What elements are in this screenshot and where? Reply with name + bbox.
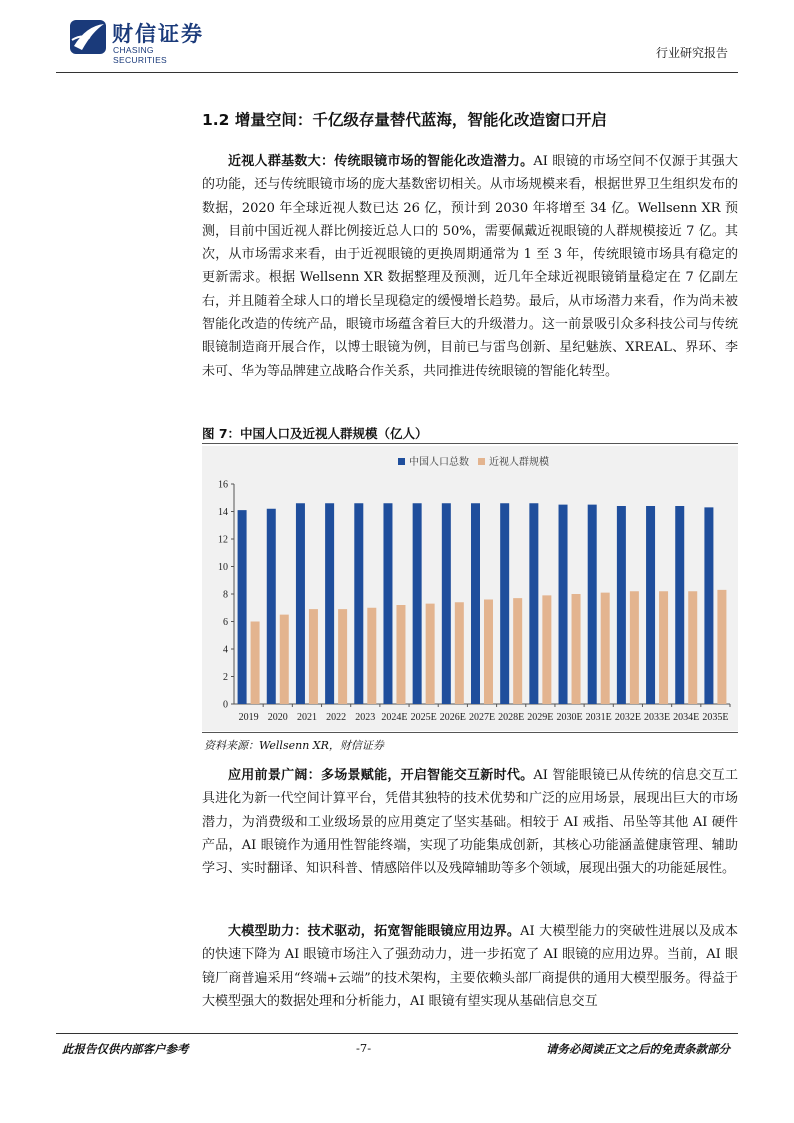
paragraph-lead: 大模型助力：技术驱动，拓宽智能眼镜应用边界。	[228, 924, 521, 939]
paragraph-body: AI 眼镜的市场空间不仅源于其强大的功能，还与传统眼镜市场的庞大基数密切相关。从市场规模来看，根据世界卫生组织发布的数据，2020 年全球近视人数已达 26 亿，预计到 2030 年将增至 34 亿。Wellsenn XR 预测，目前中国近视人群比例接近总人口的 50%，需要佩戴近视眼镜的人群规模接近 7 亿。其次，从市场需求来看，由于近视眼镜的更换周期通常为 1 至 3 年，传统眼镜市场具有稳定的更新需求。根据 Wellsenn XR 数据整理及预测，近几年全球近视眼镜销量稳定在 7 亿副左右，并且随着全球人口的增长呈现稳定的缓慢增长趋势。最后，从市场潜力来看，作为尚未被智能化改造的传统产品，眼镜市场蕴含着巨大的升级潜力。这一前景吸引众多科技公司与传统眼镜制造商开展合作，以博士眼镜为例，目前已与雷鸟创新、星纪魅族、XREAL、界环、李未可、华为等品牌建立战略合作关系，共同推进传统眼镜的智能化转型。	[202, 154, 738, 379]
figure-source: 资料来源：Wellsenn XR，财信证券	[204, 739, 384, 752]
bar-population	[267, 509, 276, 704]
header-divider	[56, 72, 738, 73]
logo-mark-icon	[68, 18, 108, 56]
bar-myopia	[426, 604, 435, 704]
document-type: 行业研究报告	[655, 46, 728, 60]
bar-myopia	[601, 593, 610, 704]
paragraph-application-prospect	[202, 764, 738, 880]
bar-population	[559, 505, 568, 704]
legend-swatch	[398, 458, 405, 465]
footer-divider	[56, 1033, 738, 1034]
bar-myopia	[251, 622, 260, 705]
bar-myopia	[309, 609, 318, 704]
bar-population	[500, 503, 509, 704]
bar-population	[325, 503, 334, 704]
bar-population	[471, 503, 480, 704]
bar-population	[646, 506, 655, 704]
bar-myopia	[455, 602, 464, 704]
bar-myopia	[484, 600, 493, 705]
paragraph-body: AI 大模型能力的突破性进展以及成本的快速下降为 AI 眼镜市场注入了强劲动力，进一步拓宽了 AI 眼镜的应用边界。当前，AI 眼镜厂商普遍采用“终端+云端”的技术架构，主要依赖头部厂商提供的通用大模型服务。得益于大模型强大的数据处理和分析能力，AI 眼镜有望实现从基础信息交互	[202, 924, 738, 1009]
x-tick-label: 2020	[267, 712, 288, 723]
bar-population	[354, 503, 363, 704]
bar-population	[617, 506, 626, 704]
legend-label: 近视人群规模	[489, 457, 549, 468]
bar-myopia	[280, 615, 289, 704]
bar-population	[675, 506, 684, 704]
bar-population	[383, 503, 392, 704]
company-logo	[68, 18, 208, 65]
x-tick-label: 2026E	[439, 712, 466, 723]
x-tick-label: 2029E	[527, 712, 554, 723]
bar-myopia	[659, 591, 668, 704]
x-tick-label: 2019	[238, 712, 259, 723]
page-number: -7-	[356, 1041, 372, 1055]
bar-myopia	[630, 591, 639, 704]
x-tick-label: 2023	[355, 712, 376, 723]
legend-label: 中国人口总数	[409, 457, 469, 468]
x-tick-label: 2027E	[468, 712, 496, 723]
footer-disclaimer: 此报告仅供内部客户参考	[62, 1042, 189, 1056]
legend-swatch	[478, 458, 485, 465]
bar-myopia	[542, 595, 551, 704]
y-tick-label: 4	[223, 644, 228, 656]
bar-population	[296, 503, 305, 704]
x-tick-label: 2030E	[556, 712, 583, 723]
x-tick-label: 2033E	[644, 712, 671, 723]
y-tick-label: 14	[218, 507, 228, 518]
logo-english-name: CHASING SECURITIES	[113, 45, 168, 65]
x-tick-label: 2031E	[585, 712, 612, 723]
paragraph-large-model	[202, 920, 738, 1013]
bar-myopia	[367, 608, 376, 704]
y-tick-label: 10	[218, 562, 228, 573]
figure-title: 图 7：中国人口及近视人群规模（亿人）	[202, 426, 428, 441]
bar-myopia	[688, 591, 697, 704]
footer-notice: 请务必阅读正文之后的免责条款部分	[546, 1042, 730, 1056]
bar-population	[238, 510, 247, 704]
y-tick-label: 12	[218, 534, 228, 546]
logo-chinese-name: 财信证券	[112, 22, 204, 46]
section-title: 1.2 增量空间：千亿级存量替代蓝海，智能化改造窗口开启	[202, 111, 607, 129]
x-tick-label: 2022	[326, 712, 347, 723]
y-tick-label: 6	[223, 617, 228, 628]
x-tick-label: 2025E	[410, 712, 437, 723]
bar-myopia	[717, 590, 726, 704]
x-tick-label: 2032E	[614, 712, 641, 723]
x-tick-label: 2035E	[702, 712, 729, 723]
bar-population	[529, 503, 538, 704]
bar-population	[588, 505, 597, 704]
bar-myopia	[396, 605, 405, 704]
x-tick-label: 2028E	[498, 712, 525, 723]
y-tick-label: 16	[218, 479, 228, 491]
x-tick-label: 2021	[296, 712, 317, 723]
x-tick-label: 2024E	[381, 712, 408, 723]
figure-top-rule	[202, 443, 738, 444]
figure-bottom-rule	[202, 732, 738, 733]
paragraph-lead: 应用前景广阔：多场景赋能，开启智能交互新时代。	[228, 768, 534, 783]
bar-population	[442, 503, 451, 704]
paragraph-myopia-base	[202, 150, 738, 383]
bar-myopia	[513, 598, 522, 704]
y-tick-label: 2	[223, 672, 228, 683]
bar-myopia	[572, 594, 581, 704]
y-tick-label: 8	[223, 589, 228, 601]
y-tick-label: 0	[223, 699, 228, 711]
bar-population	[704, 507, 713, 704]
x-tick-label: 2034E	[673, 712, 700, 723]
population-myopia-bar-chart	[202, 446, 738, 731]
bar-myopia	[338, 609, 347, 704]
paragraph-body: AI 智能眼镜已从传统的信息交互工具进化为新一代空间计算平台，凭借其独特的技术优势和广泛的应用场景，展现出巨大的市场潜力，为消费级和工业级场景的应用奠定了坚实基础。相较于 AI 戒指、吊坠等其他 AI 硬件产品，AI 眼镜作为通用性智能终端，实现了功能集成创新，其核心功能涵盖健康管理、辅助学习、实时翻译、知识科普、情感陪伴以及残障辅助等多个领域，展现出强大的功能延展性。	[202, 768, 738, 877]
paragraph-lead: 近视人群基数大：传统眼镜市场的智能化改造潜力。	[228, 154, 534, 169]
bar-population	[413, 503, 422, 704]
